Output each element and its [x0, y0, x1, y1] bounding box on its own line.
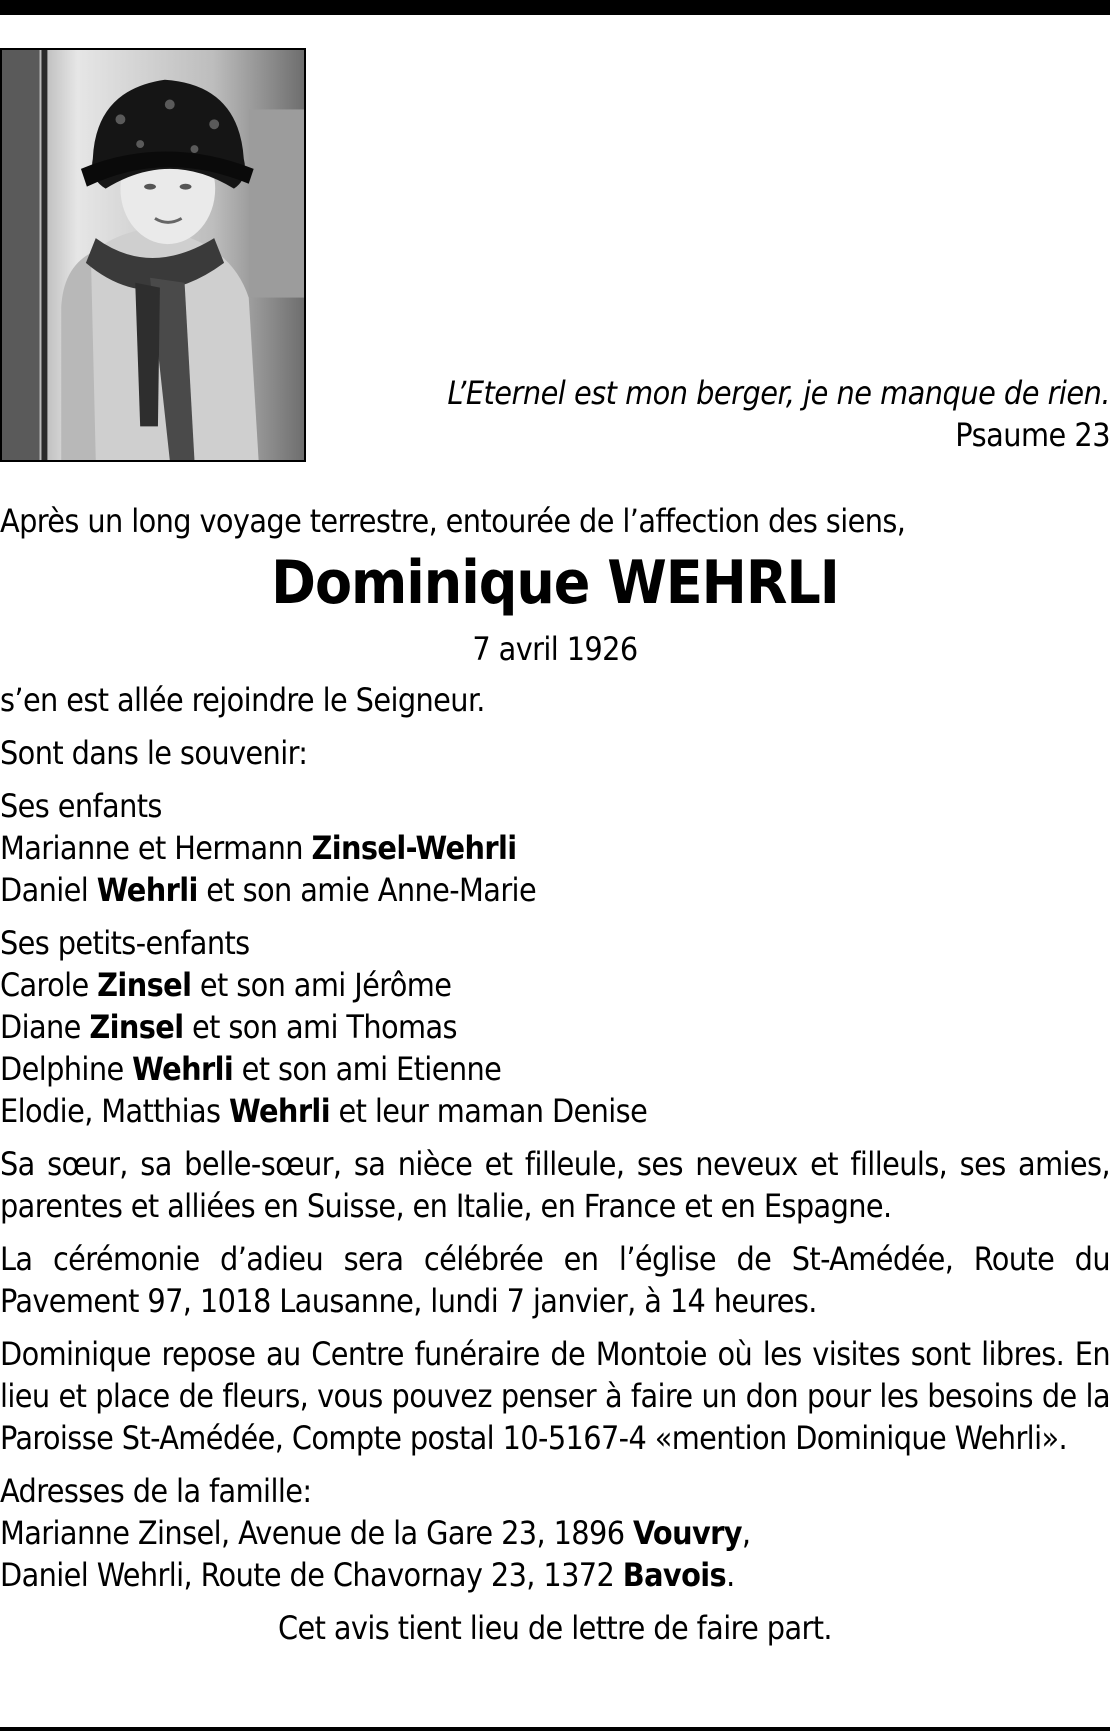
closing-line: Cet avis tient lieu de lettre de faire part. — [278, 1609, 832, 1647]
family-addresses — [0, 1470, 1110, 1596]
address-punctuation: . — [726, 1556, 735, 1594]
address-street: Daniel Wehrli, Route de Chavornay 23, 1372 — [0, 1556, 623, 1594]
list-item — [0, 964, 1110, 1006]
verse-quote: L’Eternel est mon berger, je ne manque de rien. — [447, 374, 1110, 412]
addresses-heading: Adresses de la famille: — [0, 1472, 312, 1510]
grandchild-suffix: et son ami Jérôme — [191, 966, 452, 1004]
child-suffix: et son amie Anne-Marie — [197, 871, 537, 909]
intro-line: Après un long voyage terrestre, entourée de l’affection des siens, — [0, 502, 906, 540]
children-block — [0, 785, 1110, 911]
grandchild-suffix: et son ami Etienne — [233, 1050, 502, 1088]
child-surname: Wehrli — [96, 871, 198, 909]
children-heading: Ses enfants — [0, 787, 162, 825]
remembrance-intro: Sont dans le souvenir: — [0, 734, 308, 772]
list-item — [0, 1554, 1110, 1596]
verse-reference: Psaume 23 — [955, 416, 1110, 454]
grandchild-surname: Zinsel — [89, 1008, 184, 1046]
list-item — [0, 827, 1110, 869]
list-item — [0, 1512, 1110, 1554]
grandchildren-heading: Ses petits-enfants — [0, 924, 250, 962]
portrait-illustration — [2, 50, 304, 460]
notice-body — [0, 500, 1110, 1660]
list-item — [0, 869, 1110, 911]
passing-line: s’en est allée rejoindre le Seigneur. — [0, 681, 485, 719]
scripture-verse — [330, 372, 1110, 456]
grandchild-given-names: Diane — [0, 1008, 90, 1046]
list-item — [0, 1006, 1110, 1048]
grandchild-surname: Wehrli — [228, 1092, 330, 1130]
child-surname: Zinsel-Wehrli — [311, 829, 517, 867]
child-given-names: Marianne et Hermann — [0, 829, 312, 867]
portrait-photo — [0, 48, 306, 462]
list-item — [0, 1090, 1110, 1132]
address-street: Marianne Zinsel, Avenue de la Gare 23, 1896 — [0, 1514, 633, 1552]
grandchild-given-names: Carole — [0, 966, 98, 1004]
address-town: Vouvry — [632, 1514, 742, 1552]
birth-date: 7 avril 1926 — [472, 630, 638, 668]
deceased-name: Dominique WEHRLI — [271, 548, 839, 618]
address-town: Bavois — [622, 1556, 727, 1594]
grandchild-given-names: Elodie, Matthias — [0, 1092, 229, 1130]
top-rule — [0, 0, 1110, 15]
child-given-names: Daniel — [0, 871, 97, 909]
grandchild-suffix: et son ami Thomas — [183, 1008, 457, 1046]
bottom-rule — [0, 1727, 1110, 1731]
relatives-paragraph: Sa sœur, sa belle-sœur, sa nièce et filleule, ses neveux et filleuls, ses amies, parentes et alliées en Suisse, en Italie, en France et en Espagne. — [0, 1145, 1110, 1225]
grandchild-suffix: et leur maman Denise — [329, 1092, 648, 1130]
ceremony-paragraph: La cérémonie d’adieu sera célébrée en l’église de St-Amédée, Route du Pavement 97, 1018 Lausanne, lundi 7 janvier, à 14 heures. — [0, 1240, 1110, 1320]
grandchild-surname: Wehrli — [132, 1050, 234, 1088]
grandchild-given-names: Delphine — [0, 1050, 133, 1088]
grandchildren-block — [0, 922, 1110, 1132]
list-item — [0, 1048, 1110, 1090]
rest-donation-paragraph: Dominique repose au Centre funéraire de Montoie où les visites sont libres. En lieu et place de fleurs, vous pouvez penser à faire un don pour les besoins de la Paroisse St-Amédée, Compte postal 10-5167-4 «mention Dominique Wehrli». — [0, 1335, 1110, 1457]
grandchild-surname: Zinsel — [97, 966, 192, 1004]
address-punctuation: , — [741, 1514, 751, 1552]
